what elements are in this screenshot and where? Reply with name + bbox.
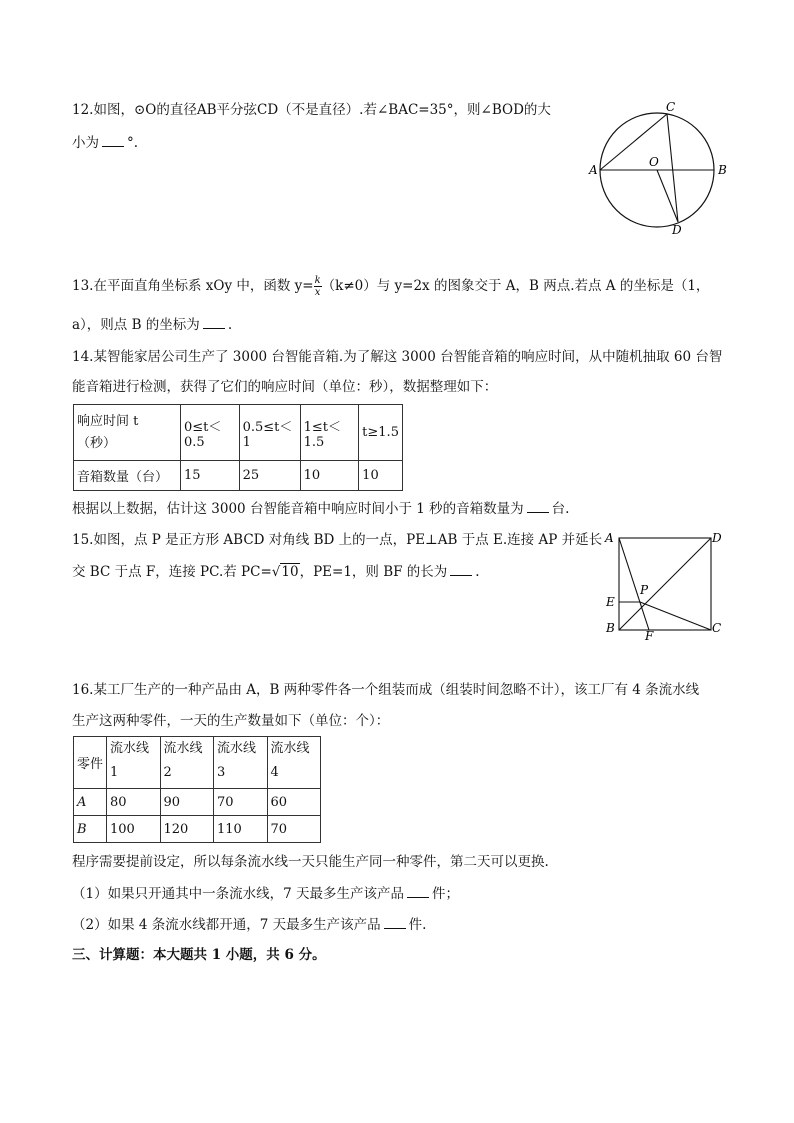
q12-label-o: O bbox=[649, 155, 659, 169]
q16-sub1-blank bbox=[407, 884, 429, 898]
q16-line2: 生产这两种零件，一天的生产数量如下（单位：个）： bbox=[72, 713, 390, 729]
q16-sub2-prefix: （2）如果 4 条流水线都开通，7 天最多生产该产品 bbox=[72, 917, 381, 933]
q13-frac-num: k bbox=[314, 275, 321, 286]
q16-table-header-row bbox=[74, 737, 321, 789]
q16-after: 程序需要提前设定，所以每条流水线一天只能生产同一种零件，第二天可以更换. bbox=[72, 854, 549, 870]
q15-label-e: E bbox=[606, 595, 615, 609]
q16-line1: 16.某工厂生产的一种产品由 A，B 两种零件各一个组装而成（组装时间忽略不计），该工厂有 4 条流水线 bbox=[72, 682, 700, 698]
q16-sub1 bbox=[72, 884, 459, 904]
q16-line-header-num: 1 bbox=[110, 765, 119, 780]
q16-sub2-suffix: 件. bbox=[408, 917, 427, 933]
q12-line2-prefix: 小为 bbox=[72, 135, 99, 151]
q16-line-header-top: 流水线 bbox=[163, 741, 203, 756]
q14-count-cell: 10 bbox=[300, 461, 359, 491]
q15-sqrt-value: 10 bbox=[281, 564, 299, 580]
q13-part1: 13.在平面直角坐标系 xOy 中，函数 y= bbox=[72, 278, 314, 294]
q14-range-cell: 0≤t＜0.5 bbox=[181, 405, 240, 461]
q14-line2: 能音箱进行检测，获得了它们的响应时间（单位：秒），数据整理如下： bbox=[72, 379, 498, 395]
q13-answer-blank bbox=[203, 315, 225, 329]
q15-line2-prefix: 交 BC 于点 F，连接 PC.若 PC= bbox=[72, 564, 272, 580]
q14-table-count-row bbox=[74, 461, 403, 491]
q15-answer-blank bbox=[450, 562, 472, 576]
q12-label-c: C bbox=[666, 100, 676, 114]
q12-line2-suffix: °. bbox=[127, 135, 139, 151]
q16-line-header bbox=[214, 737, 268, 789]
q16-value-cell: 100 bbox=[107, 816, 161, 843]
q14-header-label bbox=[74, 405, 181, 461]
q15-label-a: A bbox=[605, 531, 614, 545]
q13-line2-prefix: a），则点 B 的坐标为 bbox=[72, 317, 200, 333]
q12-line2 bbox=[72, 133, 138, 153]
q16-corner: 零件 bbox=[74, 737, 107, 789]
q16-line-header bbox=[107, 737, 161, 789]
q15-square-figure bbox=[600, 528, 730, 644]
q12-label-d: D bbox=[672, 223, 682, 237]
q14-range-cell: 1≤t＜1.5 bbox=[300, 405, 359, 461]
q12-label-b: B bbox=[718, 163, 727, 177]
q13-line2-suffix: . bbox=[227, 317, 233, 333]
q16-value-cell: 90 bbox=[160, 789, 214, 816]
q12-line1: 12.如图，⊙O的直径AB平分弦CD（不是直径）.若∠BAC=35°，则∠BOD的大 bbox=[72, 102, 551, 118]
q15-label-d: D bbox=[712, 531, 722, 545]
q14-count-cell: 15 bbox=[181, 461, 240, 491]
q13-part2: （k≠0）与 y=2x 的图象交于 A，B 两点.若点 A 的坐标是（1， bbox=[321, 278, 710, 294]
q14-count-cell: 25 bbox=[239, 461, 300, 491]
q16-line-header-num: 2 bbox=[163, 765, 172, 780]
q14-after-prefix: 根据以上数据，估计这 3000 台智能音箱中响应时间小于 1 秒的音箱数量为 bbox=[72, 501, 524, 517]
section3-heading: 三、计算题：本大题共 1 小题，共 6 分。 bbox=[72, 947, 326, 963]
q16-sub2 bbox=[72, 915, 426, 935]
q14-range-cell: 0.5≤t＜1 bbox=[239, 405, 300, 461]
q15-label-c: C bbox=[712, 621, 722, 635]
q16-value-cell: 80 bbox=[107, 789, 161, 816]
q15-label-b: B bbox=[606, 621, 615, 635]
q14-header-label-2: （秒） bbox=[77, 435, 117, 451]
q12-circle-figure bbox=[580, 100, 730, 240]
q16-line-header bbox=[267, 737, 321, 789]
q13-line2 bbox=[72, 315, 232, 335]
q16-line-header-num: 4 bbox=[270, 765, 279, 780]
q13-fraction bbox=[314, 275, 322, 298]
q15-line2 bbox=[72, 562, 480, 582]
q16-value-cell: 120 bbox=[160, 816, 214, 843]
q12-answer-blank bbox=[102, 133, 124, 147]
q14-line1: 14.某智能家居公司生产了 3000 台智能音箱.为了解这 3000 台智能音箱的响应时间，从中随机抽取 60 台智 bbox=[72, 349, 723, 365]
q16-line-header bbox=[160, 737, 214, 789]
q16-line-header-top: 流水线 bbox=[217, 741, 257, 756]
q16-sub1-suffix: 件； bbox=[431, 886, 459, 902]
q16-table-row-b bbox=[74, 816, 321, 843]
q14-row-label: 音箱数量（台） bbox=[74, 461, 181, 491]
q15-line-pc bbox=[640, 602, 711, 630]
q14-after-suffix: 台. bbox=[551, 501, 570, 517]
q14-count-cell: 10 bbox=[359, 461, 403, 491]
q14-table-header-row bbox=[74, 405, 403, 461]
q14-header-label-1: 响应时间 t bbox=[77, 413, 139, 429]
q16-table-row-a bbox=[74, 789, 321, 816]
q16-row-label: B bbox=[74, 816, 107, 843]
q16-sub1-prefix: （1）如果只开通其中一条流水线，7 天最多生产该产品 bbox=[72, 886, 404, 902]
q15-sqrt: √10 bbox=[271, 564, 299, 580]
q14-after bbox=[72, 499, 569, 519]
q15-line2-suffix: . bbox=[475, 564, 480, 580]
q13-frac-den: x bbox=[314, 287, 321, 298]
q15-line2-mid: ，PE=1，则 BF 的长为 bbox=[299, 564, 448, 580]
q16-line-header-top: 流水线 bbox=[270, 741, 310, 756]
q12-chord-cd bbox=[667, 114, 678, 222]
q16-value-cell: 110 bbox=[214, 816, 268, 843]
q14-data-table bbox=[73, 404, 403, 491]
q16-sub2-blank bbox=[384, 915, 406, 929]
q16-value-cell: 70 bbox=[267, 816, 321, 843]
q14-answer-blank bbox=[527, 499, 549, 513]
q16-value-cell: 70 bbox=[214, 789, 268, 816]
q15-diagonal-bd bbox=[619, 538, 711, 630]
q15-line1: 15.如图，点 P 是正方形 ABCD 对角线 BD 上的一点，PE⊥AB 于点 E.连接 AP 并延长 bbox=[72, 532, 603, 548]
q16-line-header-top: 流水线 bbox=[110, 741, 150, 756]
q16-data-table bbox=[73, 736, 321, 843]
q16-line-header-num: 3 bbox=[217, 765, 226, 780]
q13-line1 bbox=[72, 272, 709, 300]
q16-row-label: A bbox=[74, 789, 107, 816]
q16-value-cell: 60 bbox=[267, 789, 321, 816]
q15-label-f: F bbox=[645, 629, 654, 643]
q15-label-p: P bbox=[640, 583, 649, 597]
q14-range-cell: t≥1.5 bbox=[359, 405, 403, 461]
q12-label-a: A bbox=[589, 163, 598, 177]
